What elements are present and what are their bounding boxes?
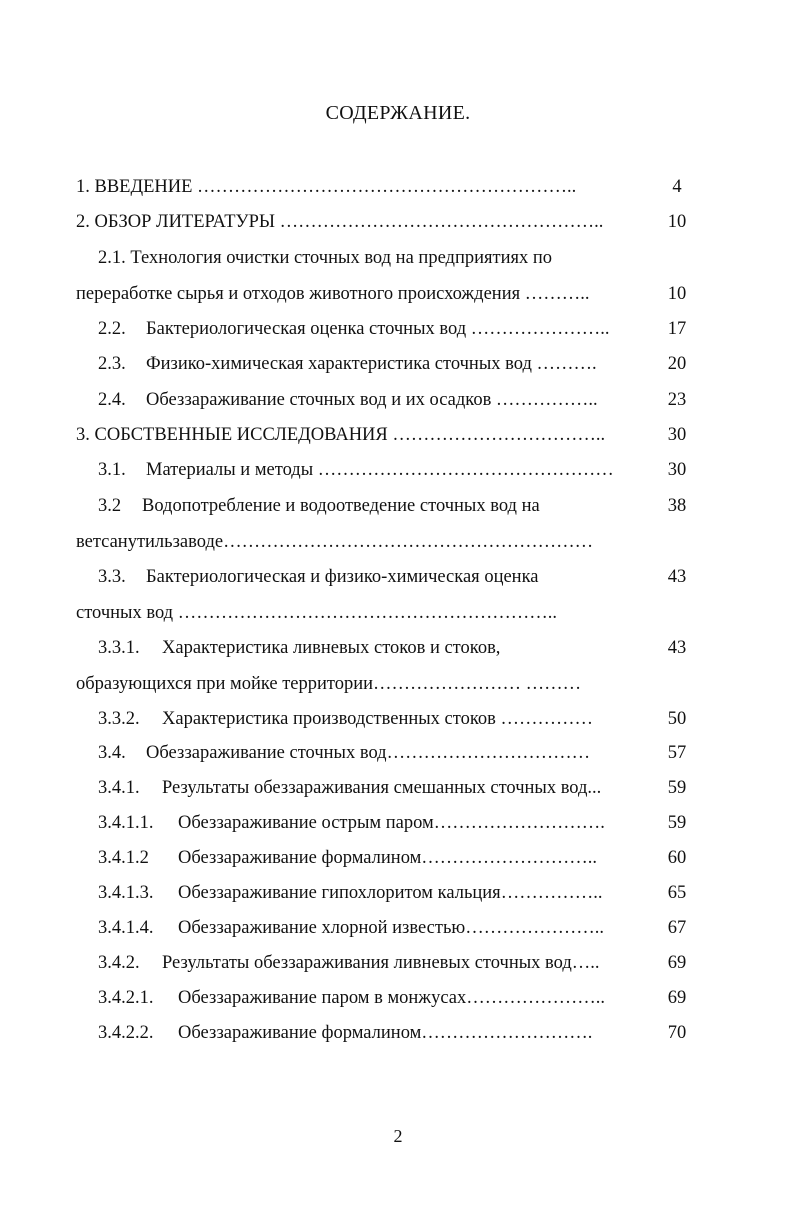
toc-entry-number: 3.4.2.2. — [98, 1023, 154, 1043]
toc-entry-number: 3.4.1.2 — [98, 848, 149, 868]
page-number: 2 — [393, 1126, 403, 1146]
toc-entry — [98, 707, 593, 731]
toc-entry-number: 2. — [76, 212, 90, 232]
toc-entry-number: 3. — [76, 425, 90, 445]
toc-entry-title: Обеззараживание формалином………………………. — [178, 1023, 593, 1043]
toc-entry-title: Результаты обеззараживания ливневых сточных вод….. — [162, 953, 600, 973]
toc-entry — [98, 741, 590, 765]
toc-entry-title: Обеззараживание острым паром………………………. — [178, 813, 605, 833]
toc-entry-page: 17 — [667, 319, 687, 339]
toc-entry-number: 3.4.1.3. — [98, 883, 154, 903]
toc-entry — [98, 317, 610, 341]
toc-entry-number: 2.4. — [98, 390, 126, 410]
toc-entry-page: 50 — [667, 709, 687, 729]
toc-entry-page: 38 — [667, 496, 687, 516]
toc-entry-page: 10 — [667, 212, 687, 232]
toc-entry-page: 4 — [672, 177, 682, 197]
toc-entry — [98, 881, 602, 905]
toc-entry-number: 3.4.1. — [98, 778, 140, 798]
toc-entry — [98, 636, 500, 660]
toc-entry-title: Материалы и методы ………………………………………… — [146, 460, 614, 480]
toc-entry-page: 20 — [667, 354, 687, 374]
toc-entry — [98, 352, 597, 376]
toc-entry-number: 3.1. — [98, 460, 126, 480]
toc-entry-continuation: сточных вод …………………………………………………….. — [76, 603, 557, 623]
toc-entry — [76, 175, 576, 199]
toc-entry — [98, 458, 614, 482]
toc-entry-page: 30 — [667, 425, 687, 445]
toc-entry-page: 57 — [667, 743, 687, 763]
toc-entry-page: 59 — [667, 778, 687, 798]
toc-entry — [98, 388, 598, 412]
toc-entry-page: 59 — [667, 813, 687, 833]
toc-entry-page: 23 — [667, 390, 687, 410]
toc-entry-page: 60 — [667, 848, 687, 868]
toc-entry-continuation: образующихся при мойке территории…………………… ……… — [76, 674, 582, 694]
toc-entry-number: 3.4.1.1. — [98, 813, 154, 833]
toc-entry-number: 1. — [76, 177, 90, 197]
toc-entry — [98, 565, 539, 589]
toc-entry-page: 69 — [667, 988, 687, 1008]
toc-entry-number: 3.4. — [98, 743, 126, 763]
toc-entry-page: 30 — [667, 460, 687, 480]
toc-entry-title: Бактериологическая и физико-химическая оценка — [146, 567, 539, 587]
toc-entry-page: 70 — [667, 1023, 687, 1043]
toc-entry-title: СОБСТВЕННЫЕ ИССЛЕДОВАНИЯ …………………………….. — [94, 425, 606, 445]
toc-entry-continuation: переработке сырья и отходов животного происхождения ……….. — [76, 284, 590, 304]
toc-entry — [98, 494, 540, 518]
toc-entry — [98, 776, 601, 800]
toc-entry-title: Характеристика ливневых стоков и стоков, — [162, 638, 501, 658]
toc-entry-title: Водопотребление и водоотведение сточных вод на — [142, 496, 540, 516]
toc-entry-page: 43 — [667, 638, 687, 658]
toc-entry-title: Результаты обеззараживания смешанных сточных вод... — [162, 778, 602, 798]
toc-entry-title: Обеззараживание формалином……………………….. — [178, 848, 598, 868]
toc-entry-title: Технология очистки сточных вод на предприятиях по — [130, 248, 553, 268]
toc-entry-number: 3.3.2. — [98, 709, 140, 729]
toc-entry-page: 69 — [667, 953, 687, 973]
toc-entry-number: 3.4.1.4. — [98, 918, 154, 938]
toc-entry-title: Обеззараживание сточных вод и их осадков …………….. — [146, 390, 598, 410]
toc-entry-title: Обеззараживание гипохлоритом кальция…………….. — [178, 883, 603, 903]
toc-entry-title: Бактериологическая оценка сточных вод ………………….. — [146, 319, 610, 339]
toc-entry — [98, 1021, 592, 1045]
toc-entry-page: 43 — [667, 567, 687, 587]
toc-entry — [98, 986, 605, 1010]
toc-entry-title: ВВЕДЕНИЕ …………………………………………………….. — [94, 177, 577, 197]
toc-entry-number: 3.2 — [98, 496, 122, 516]
toc-entry-title: Обеззараживание хлорной известью………………….. — [178, 918, 604, 938]
toc-entry — [76, 210, 603, 234]
toc-entry-number: 2.3. — [98, 354, 126, 374]
page-title: СОДЕРЖАНИЕ. — [325, 102, 471, 124]
toc-entry — [98, 846, 597, 870]
toc-entry-title: Характеристика производственных стоков …………… — [162, 709, 594, 729]
toc-entry-title: Обеззараживание паром в монжусах………………….. — [178, 988, 605, 1008]
toc-entry — [76, 423, 605, 447]
toc-entry — [98, 951, 600, 975]
toc-entry — [98, 916, 604, 940]
toc-entry-number: 3.4.2. — [98, 953, 140, 973]
toc-entry-title: Обеззараживание сточных вод…………………………… — [146, 743, 591, 763]
toc-entry — [98, 246, 552, 270]
toc-entry-number: 2.1. — [98, 248, 126, 268]
toc-entry-number: 3.3. — [98, 567, 126, 587]
toc-entry-page: 10 — [667, 284, 687, 304]
toc-entry-number: 2.2. — [98, 319, 126, 339]
toc-entry-number: 3.3.1. — [98, 638, 140, 658]
toc-entry-page: 65 — [667, 883, 687, 903]
toc-entry-title: Физико-химическая характеристика сточных вод ………. — [146, 354, 597, 374]
toc-entry — [98, 811, 605, 835]
toc-entry-page: 67 — [667, 918, 687, 938]
toc-entry-title: ОБЗОР ЛИТЕРАТУРЫ …………………………………………….. — [94, 212, 604, 232]
toc-entry-continuation: ветсанутильзаводе…………………………………………………… — [76, 532, 594, 552]
toc-entry-number: 3.4.2.1. — [98, 988, 154, 1008]
